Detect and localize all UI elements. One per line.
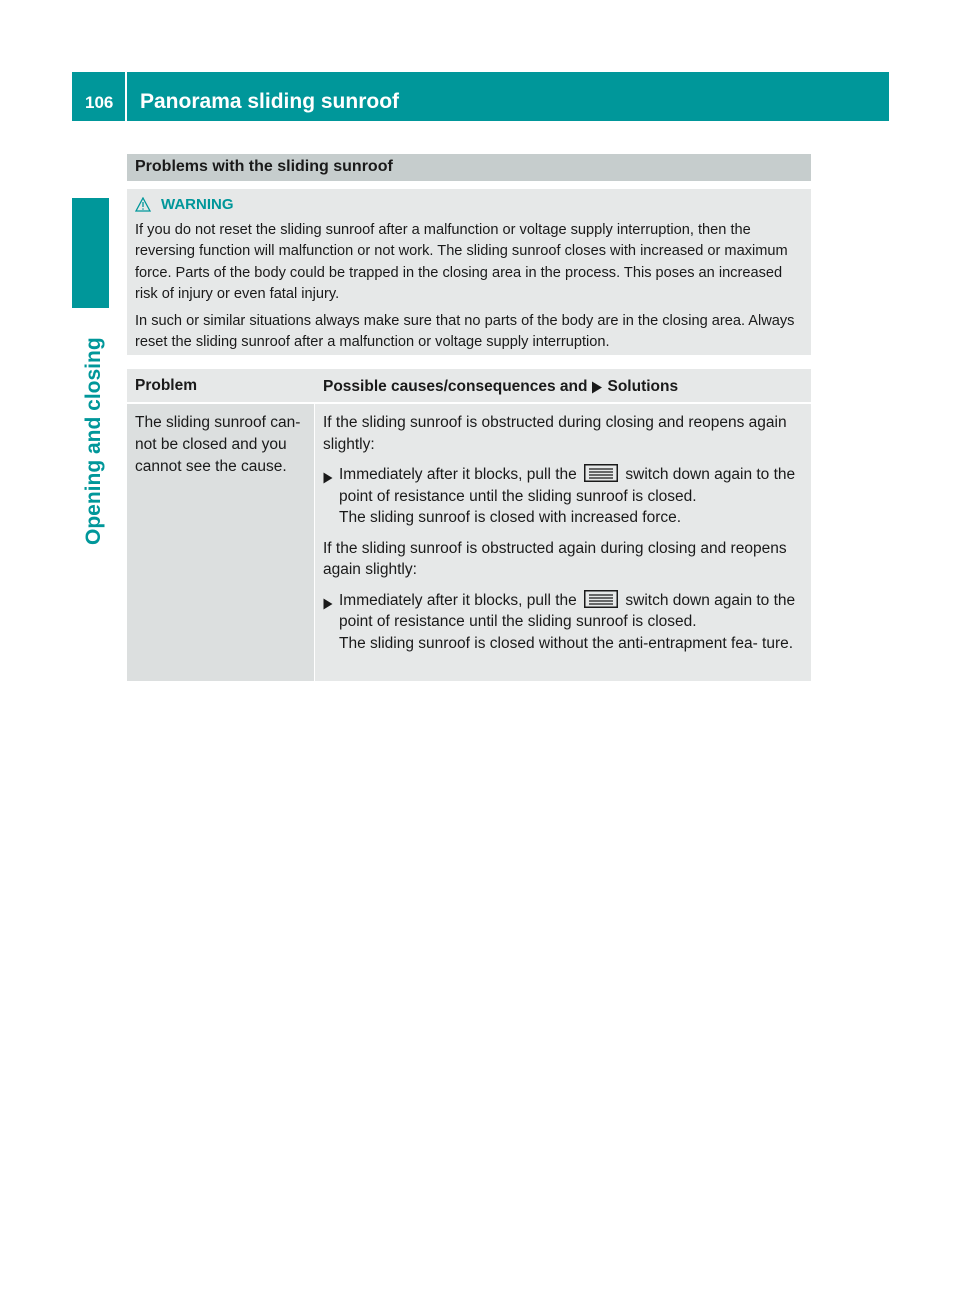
header-divider	[125, 72, 127, 121]
column-header-causes	[323, 378, 678, 396]
page-title: Panorama sliding sunroof	[140, 90, 400, 113]
sunroof-switch-icon	[584, 590, 618, 608]
sunroof-switch-icon	[584, 464, 618, 482]
step-text: switch down again to the point of resistance until the sliding sunroof is closed.	[339, 591, 796, 630]
instruction-step	[323, 464, 805, 529]
solution-intro: If the sliding sunroof is obstructed during closing and reopens again slightly:	[323, 414, 787, 453]
right-arrow-icon	[591, 381, 603, 394]
instruction-step	[323, 590, 805, 655]
page-header	[72, 72, 889, 121]
column-header-problem: Problem	[135, 377, 198, 394]
table-cell-solution	[315, 404, 811, 681]
step-text: Immediately after it blocks, pull the	[339, 466, 577, 483]
step-text: Immediately after it blocks, pull the	[339, 591, 577, 609]
page-number: 106	[85, 93, 114, 112]
column-header-causes-text: Possible causes/consequences and	[323, 378, 588, 395]
section-title: Problems with the sliding sunroof	[127, 154, 811, 181]
right-arrow-icon	[323, 598, 333, 610]
problem-text: The sliding sunroof can- not be closed and you cannot see the cause.	[135, 414, 301, 475]
warning-paragraph: If you do not reset the sliding sunroof after a malfunction or voltage supply interruption, then the reversing function will malfunction or not work. The sliding sunroof closes with increased or maximum force. Parts of the body could be trapped in the closing area in the process. This poses an increased risk of injury or even fatal injury.	[135, 221, 788, 302]
warning-paragraph: In such or similar situations always make sure that no parts of the body are in the closing area. Always reset the sliding sunroof after a malfunction or voltage supply interruption.	[135, 312, 795, 350]
chapter-tab	[72, 198, 109, 308]
table-header	[127, 369, 811, 402]
step-result: The sliding sunroof is closed with increased force.	[339, 509, 682, 526]
warning-label: WARNING	[161, 196, 234, 213]
table-cell-problem	[127, 404, 314, 681]
warning-triangle-icon	[135, 197, 151, 212]
right-arrow-icon	[323, 472, 333, 484]
step-result: The sliding sunroof is closed without the anti-entrapment fea- ture.	[339, 634, 794, 652]
column-header-solutions-text: Solutions	[607, 378, 679, 395]
warning-header	[135, 194, 803, 216]
step-text: switch down again to the point of resistance until the sliding sunroof is closed.	[339, 466, 796, 505]
warning-box	[127, 189, 811, 355]
solution-intro: If the sliding sunroof is obstructed again during closing and reopens again slightly:	[323, 539, 787, 578]
chapter-label: Opening and closing	[82, 337, 105, 545]
